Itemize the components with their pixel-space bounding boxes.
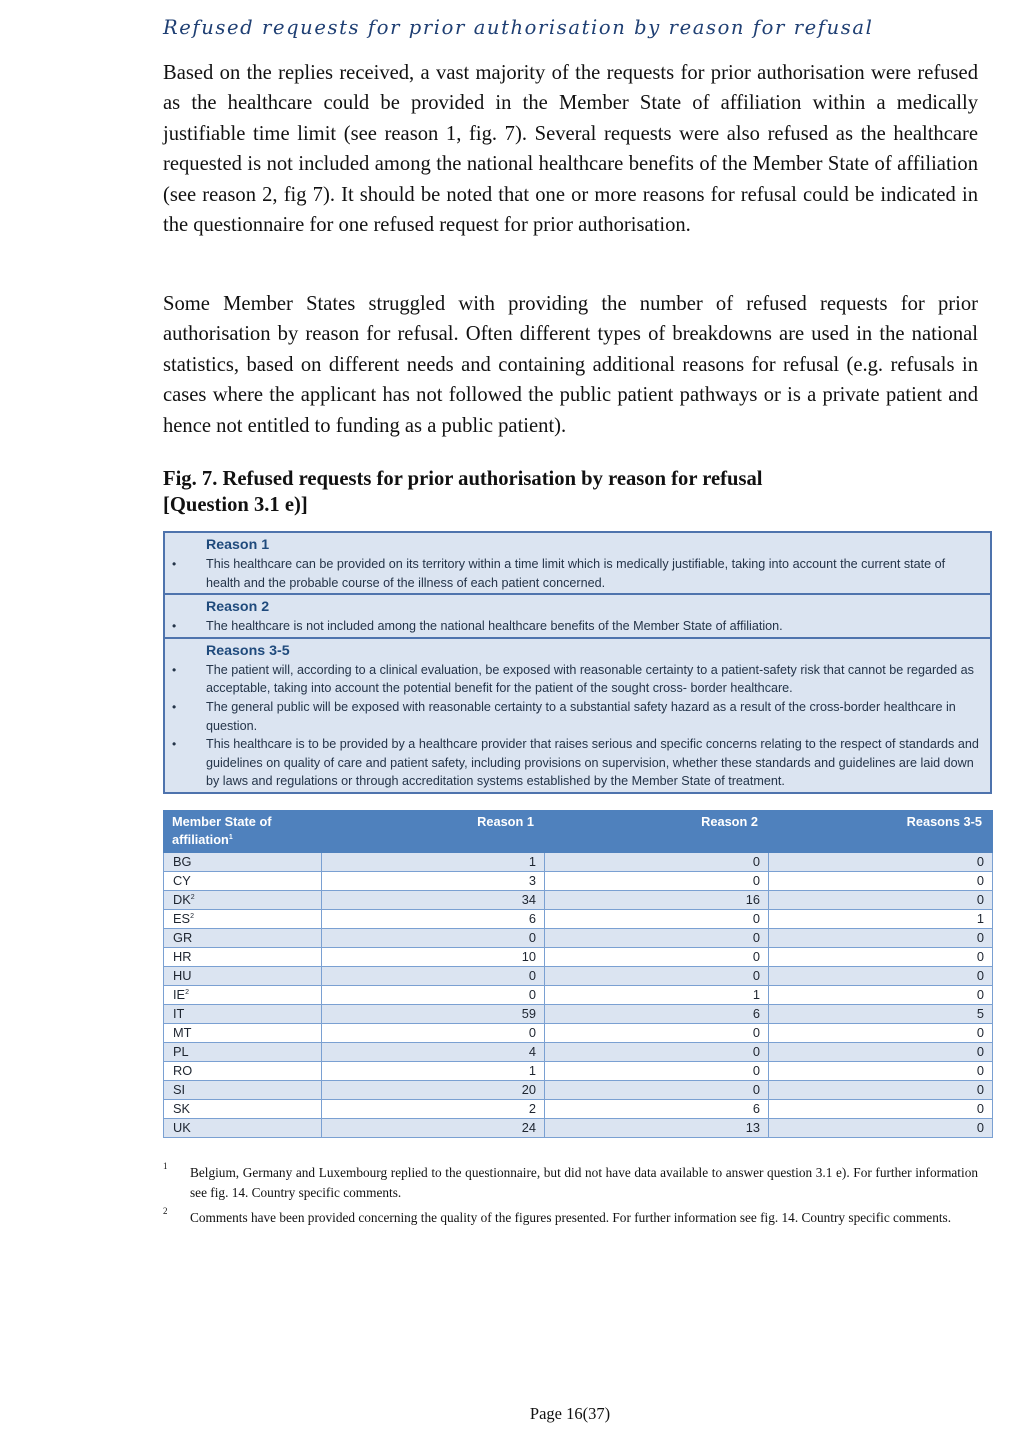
reason-3-item [172,661,980,698]
reason-2-cell: 0 [545,1024,769,1043]
footnote-1 [163,1163,978,1203]
reasons-legend [163,531,992,794]
country-cell [164,929,322,948]
footnote-1-text: Belgium, Germany and Luxembourg replied to the questionnaire, but did not have data available to answer question 3.1 e). For further information see fig. 14. Country specific comments. [190,1165,978,1200]
reason-1-title: Reason 1 [206,537,270,553]
reason-1-cell: 24 [322,1119,545,1138]
bullet-icon: • [172,619,177,634]
refusal-table [163,810,993,1138]
country-code: ES [173,911,191,926]
paragraph-1: Based on the replies received, a vast majority of the requests for prior authorisation were refused as the healthcare could be provided in the Member State of affiliation within a medically justifiable time limit (see reason 1, fig. 7). Several requests were also refused as the healthcare requested is not included among the national healthcare benefits of the Member State of affiliation (see reason 2, fig 7). It should be noted that one or more reasons for refusal could be indicated in the questionnaire for one refused request for prior authorisation. [163,62,978,237]
reasons-3-5-box [163,639,992,794]
reason-4-item [172,698,980,735]
reason-2-cell: 0 [545,910,769,929]
footnote-marker: 1 [228,834,233,841]
table-row [164,986,993,1005]
country-code: DK [173,892,191,907]
reason-1-text: This healthcare can be provided on its territory within a time limit which is medically justifiable, taking into account the current state of health and the probable course of the illness of each patient concerned. [206,557,946,590]
footnote-2 [163,1208,978,1228]
table-row [164,1119,993,1138]
table-row [164,948,993,967]
column-header-country-label: Member State of affiliation [172,814,272,847]
reason-2-cell: 13 [545,1119,769,1138]
reason-2-cell: 0 [545,872,769,891]
reasons-3-5-title: Reasons 3-5 [206,642,290,659]
reason-1-cell: 0 [322,1024,545,1043]
reasons-3-5-cell: 1 [769,910,993,929]
reason-1-cell: 0 [322,967,545,986]
reason-2-cell: 0 [545,853,769,872]
reason-1-cell: 0 [322,929,545,948]
country-code: RO [173,1063,193,1078]
reason-2-box [163,595,992,639]
reason-2-cell: 0 [545,929,769,948]
reason-1-cell: 10 [322,948,545,967]
country-code: IT [173,1006,185,1021]
figure-title-line-2: [Question 3.1 e)] [163,494,308,516]
country-cell [164,872,322,891]
table-header-row [164,811,993,853]
country-cell [164,910,322,929]
country-code: PL [173,1044,189,1059]
page-number: Page 16(37) [529,1404,611,1423]
country-code: CY [173,873,191,888]
reason-2-cell: 1 [545,986,769,1005]
reason-1-cell: 2 [322,1100,545,1119]
reasons-3-5-cell: 0 [769,1100,993,1119]
table-row [164,967,993,986]
footnote-2-text: Comments have been provided concerning the quality of the figures presented. For further information see fig. 14. Country specific comments. [190,1210,952,1225]
reason-3-text: The patient will, according to a clinical evaluation, be exposed with reasonable certainty to a patient-safety risk that cannot be regarded as acceptable, taking into account the potential benefit for the patient of the sought cross- border healthcare. [206,662,974,696]
reason-2-cell: 6 [545,1100,769,1119]
reasons-3-5-cell: 0 [769,1024,993,1043]
table-row [164,853,993,872]
country-code: HU [173,968,192,983]
reason-2-cell: 16 [545,891,769,910]
country-code: UK [173,1120,191,1135]
country-cell [164,853,322,872]
table-row [164,1005,993,1024]
table-row [164,1043,993,1062]
reason-1-cell: 20 [322,1081,545,1100]
column-header-reason-1: Reason 1 [322,811,545,853]
country-cell [164,948,322,967]
country-code: BG [173,854,192,869]
bullet-icon: • [172,699,177,714]
country-cell [164,967,322,986]
reason-2-text: The healthcare is not included among the national healthcare benefits of the Member State of affiliation. [206,619,783,634]
figure-title [163,466,978,518]
country-cell [164,1062,322,1081]
figure-title-line-1: Fig. 7. Refused requests for prior authorisation by reason for refusal [163,468,763,490]
reason-1-cell: 3 [322,872,545,891]
column-header-reasons-3-5: Reasons 3-5 [769,811,993,853]
table-row [164,891,993,910]
bullet-icon: • [172,737,177,752]
country-code: MT [173,1025,192,1040]
reasons-3-5-cell: 0 [769,853,993,872]
reason-2-cell: 0 [545,1081,769,1100]
footnote-marker: 2 [190,913,194,920]
footnote-2-marker: 2 [163,1206,168,1216]
reasons-3-5-cell: 5 [769,1005,993,1024]
table-row [164,1024,993,1043]
bullet-icon: • [172,662,177,677]
country-code: SK [173,1101,191,1116]
country-cell [164,1081,322,1100]
reasons-3-5-cell: 0 [769,929,993,948]
reasons-3-5-cell: 0 [769,967,993,986]
country-cell [164,986,322,1005]
footnote-marker: 2 [190,894,195,901]
reasons-3-5-cell: 0 [769,891,993,910]
table-row [164,1062,993,1081]
column-header-country [164,811,322,853]
country-cell [164,1024,322,1043]
reasons-3-5-cell: 0 [769,1043,993,1062]
reason-1-cell: 4 [322,1043,545,1062]
country-cell [164,891,322,910]
reason-2-cell: 6 [545,1005,769,1024]
column-header-reason-2: Reason 2 [545,811,769,853]
reason-1-item [172,555,980,592]
reason-4-text: The general public will be exposed with reasonable certainty to a substantial safety hazard as a result of the cross-border healthcare in question. [206,699,956,733]
reasons-3-5-cell: 0 [769,948,993,967]
paragraph-2: Some Member States struggled with providing the number of refused requests for prior authorisation by reason for refusal. Often different types of breakdowns are used in the national statistics, based on different needs and containing additional reasons for refusal (e.g. refusals in cases where the applicant has not followed the public patient pathways or is a private patient and hence not entitled to funding as a public patient). [163,293,978,437]
country-cell [164,1119,322,1138]
reason-2-cell: 0 [545,1043,769,1062]
reason-1-cell: 34 [322,891,545,910]
country-cell [164,1043,322,1062]
reasons-3-5-cell: 0 [769,1062,993,1081]
reason-2-cell: 0 [545,967,769,986]
country-cell [164,1005,322,1024]
reason-2-item [172,617,980,636]
table-row [164,910,993,929]
section-heading: Refused requests for prior authorisation by reason for refusal [163,16,874,39]
table-row [164,872,993,891]
reason-1-cell: 1 [322,853,545,872]
reason-1-cell: 59 [322,1005,545,1024]
reasons-3-5-cell: 0 [769,1081,993,1100]
table-row [164,1081,993,1100]
footnote-marker: 2 [185,989,189,996]
reason-2-cell: 0 [545,948,769,967]
reason-1-cell: 1 [322,1062,545,1081]
reason-5-text: This healthcare is to be provided by a healthcare provider that raises serious and specific concerns relating to the respect of standards and guidelines on quality of care and patient safety, including provisions on supervision, whether these standards and guidelines are laid down by laws and regulations or through accreditation systems established by the Member State of treatment. [206,737,979,789]
country-code: HR [173,949,192,964]
reason-1-cell: 0 [322,986,545,1005]
table-row [164,1100,993,1119]
reasons-3-5-cell: 0 [769,986,993,1005]
country-code: IE [173,987,186,1002]
reasons-3-5-cell: 0 [769,872,993,891]
reason-1-box [163,531,992,595]
reason-2-cell: 0 [545,1062,769,1081]
country-code: SI [173,1082,186,1097]
reason-2-title: Reason 2 [206,599,270,616]
reason-5-item [172,735,980,791]
country-code: GR [173,930,193,945]
table-row [164,929,993,948]
country-cell [164,1100,322,1119]
reasons-3-5-cell: 0 [769,1119,993,1138]
bullet-icon: • [172,557,177,571]
footnote-1-marker: 1 [163,1161,168,1171]
reason-1-cell: 6 [322,910,545,929]
